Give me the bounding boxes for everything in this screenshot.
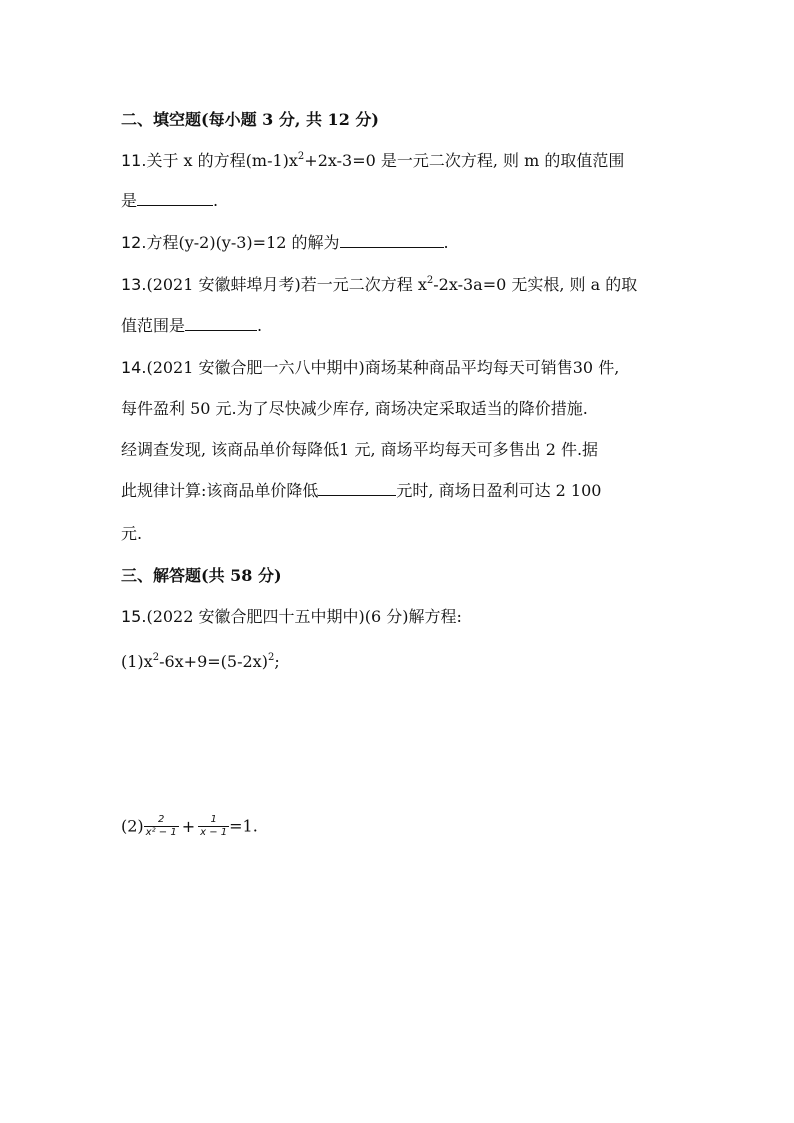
question-14-line-1 [121,358,619,378]
fraction-2-denominator: x − 1 [200,827,228,838]
question-14-line-3 [121,440,598,460]
question-13-line2-post: . [257,316,263,335]
question-15-text: (2022 安徽合肥四十五中期中)(6 分)解方程: [146,607,462,626]
question-15-number: 15. [121,607,147,626]
question-15-part-2 [121,812,258,841]
question-13-line-1 [121,275,637,295]
question-13-number: 13. [121,275,147,294]
answer-blank-13[interactable] [185,316,257,331]
section-3-heading [121,566,282,586]
part-1-c: ; [274,652,280,671]
question-11-line2-post: . [213,191,219,210]
question-12-number: 12. [121,233,147,252]
answer-blank-12[interactable] [340,233,444,248]
section-2-title: 二、填空题(每小题 3 分, 共 12 分) [121,110,379,129]
fraction-1 [144,814,179,839]
question-13-line-2 [121,316,262,336]
question-14-line3: 经调查发现, 该商品单价每降低1 元, 商场平均每天可多售出 2 件.据 [121,440,599,459]
question-14-line2: 每件盈利 50 元.为了尽快减少库存, 商场决定采取适当的降价措施. [121,399,588,418]
question-11-line-1 [121,151,624,171]
question-11-text-a: 关于 x 的方程(m-1)x [146,151,298,170]
question-14-line4-pre: 此规律计算:该商品单价降低 [121,481,319,500]
question-14-line-4 [121,481,601,501]
question-13-text-b: -2x-3a=0 无实根, 则 a 的取 [433,275,638,294]
fraction-1-denominator: x² − 1 [145,827,177,838]
question-11-exponent: 2 [297,151,305,162]
answer-blank-14[interactable] [318,481,396,496]
answer-blank-11[interactable] [137,191,213,206]
question-14-line4-post: 元时, 商场日盈利可达 2 100 [396,481,602,500]
question-11-line-2 [121,191,218,211]
question-14-line5: 元. [121,524,143,543]
question-14-number: 14. [121,358,147,377]
fraction-1-numerator: 2 [158,814,165,825]
part-1-exponent-1: 2 [152,652,160,663]
question-13-exponent: 2 [426,275,434,286]
section-2-heading [121,110,379,130]
question-11-number: 11. [121,151,147,170]
question-13-text-a: (2021 安徽蚌埠月考)若一元二次方程 x [146,275,427,294]
question-14-line-2 [121,399,588,419]
question-15-line [121,607,462,627]
question-12-post: . [443,233,449,252]
question-15-part-1 [121,652,280,672]
part-1-exponent-2: 2 [267,652,275,663]
section-3-title: 三、解答题(共 58 分) [121,566,282,585]
question-11-text-b: +2x-3=0 是一元二次方程, 则 m 的取值范围 [304,151,625,170]
question-12-line [121,233,449,253]
fraction-2 [198,814,229,839]
question-11-line2-pre: 是 [121,191,138,210]
part-2-label: (2) [121,816,144,836]
part-2-tail: =1. [229,816,258,836]
question-13-line2-pre: 值范围是 [121,316,186,335]
part-1-a: (1)x [121,652,153,671]
part-1-b: -6x+9=(5-2x) [159,652,268,671]
question-14-line-5 [121,524,142,544]
plus-sign: + [181,816,196,836]
question-14-line1: (2021 安徽合肥一六八中期中)商场某种商品平均每天可销售30 件, [146,358,620,377]
question-12-text: 方程(y-2)(y-3)=12 的解为 [146,233,340,252]
fraction-2-numerator: 1 [210,814,217,825]
